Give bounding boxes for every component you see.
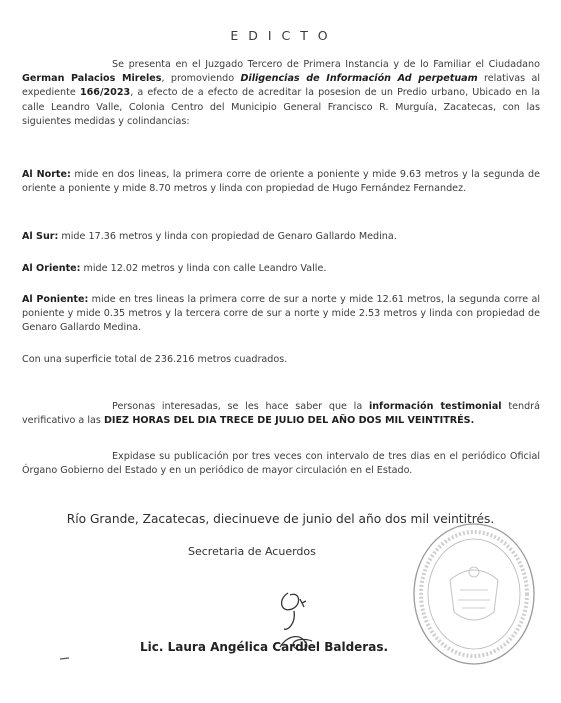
intro-text-3: relativas al expediente [22, 73, 540, 99]
hearing-text-2: tendrá verificativo a las [22, 401, 540, 427]
boundary-south [22, 230, 540, 244]
case-number: 166/2023 [79, 87, 131, 99]
secretary-title: Secretaria de Acuerdos [188, 545, 316, 558]
place-and-date: Río Grande, Zacatecas, diecinueve de junio del año dos mil veintitrés. [66, 512, 495, 526]
boundary-north [22, 168, 540, 196]
boundary-north-text: mide en dos lineas, la primera corre de oriente a poniente y mide 9.63 metros y la segunda de oriente a poniente y mide 8.70 metros y linda con propiedad de Hugo Fernández Fernandez. [22, 169, 540, 195]
boundary-south-text: mide 17.36 metros y linda con propiedad de Genaro Gallardo Medina. [58, 231, 397, 242]
intro-text-4: , a efecto de a efecto de acreditar la posesion de un Predio urbano, Ubicado en la calle Leandro Valle, Colonia Centro del Municipio General Francisco R. Murguía, Zacatecas, con las siguientes medidas y colindancias: [22, 87, 540, 127]
boundary-south-label: Al Sur: [22, 231, 59, 242]
hearing-text-1: Personas interesadas, se les hace saber que la [112, 401, 369, 412]
total-area: Con una superficie total de 236.216 metros cuadrados. [22, 354, 288, 365]
intro-text-2: , promoviendo [161, 73, 241, 85]
boundary-east-text: mide 12.02 metros y linda con calle Leandro Valle. [80, 263, 327, 274]
stray-mark [60, 657, 70, 660]
boundary-west [22, 293, 540, 336]
hearing-type: información testimonial [368, 401, 502, 412]
boundary-east [22, 262, 540, 276]
boundary-west-text: mide en tres lineas la primera corre de sur a norte y mide 12.61 metros, la segunda corre al poniente y mide 0.35 metros y la tercera corre de sur a norte y mide 2.53 metros y linda con propiedad de Genaro Gallardo Medina. [22, 294, 540, 334]
document-title: E D I C T O [230, 28, 331, 43]
boundary-north-label: Al Norte: [22, 169, 71, 180]
boundary-east-label: Al Oriente: [22, 263, 81, 274]
procedure-name: Diligencias de Información Ad perpetuam [240, 73, 478, 85]
court-seal [410, 520, 538, 668]
publication-order: Expidase su publicación por tres veces con intervalo de tres dias en el periódico Oficial Órgano Gobierno del Estado y en un periódico de mayor circulación en el Estado. [22, 451, 540, 477]
applicant-name: German Palacios Mireles [22, 73, 162, 85]
intro-text-1: Se presenta en el Juzgado Tercero de Primera Instancia y de lo Familiar el Ciudadano [112, 59, 540, 70]
intro-paragraph [22, 58, 540, 129]
hearing-notice [22, 400, 540, 428]
signer-name: Lic. Laura Angélica Cardiel Balderas. [140, 640, 389, 654]
boundary-west-label: Al Poniente: [22, 294, 89, 305]
hearing-datetime: DIEZ HORAS DEL DIA TRECE DE JULIO DEL AÑO DOS MIL VEINTITRÉS. [103, 415, 475, 427]
